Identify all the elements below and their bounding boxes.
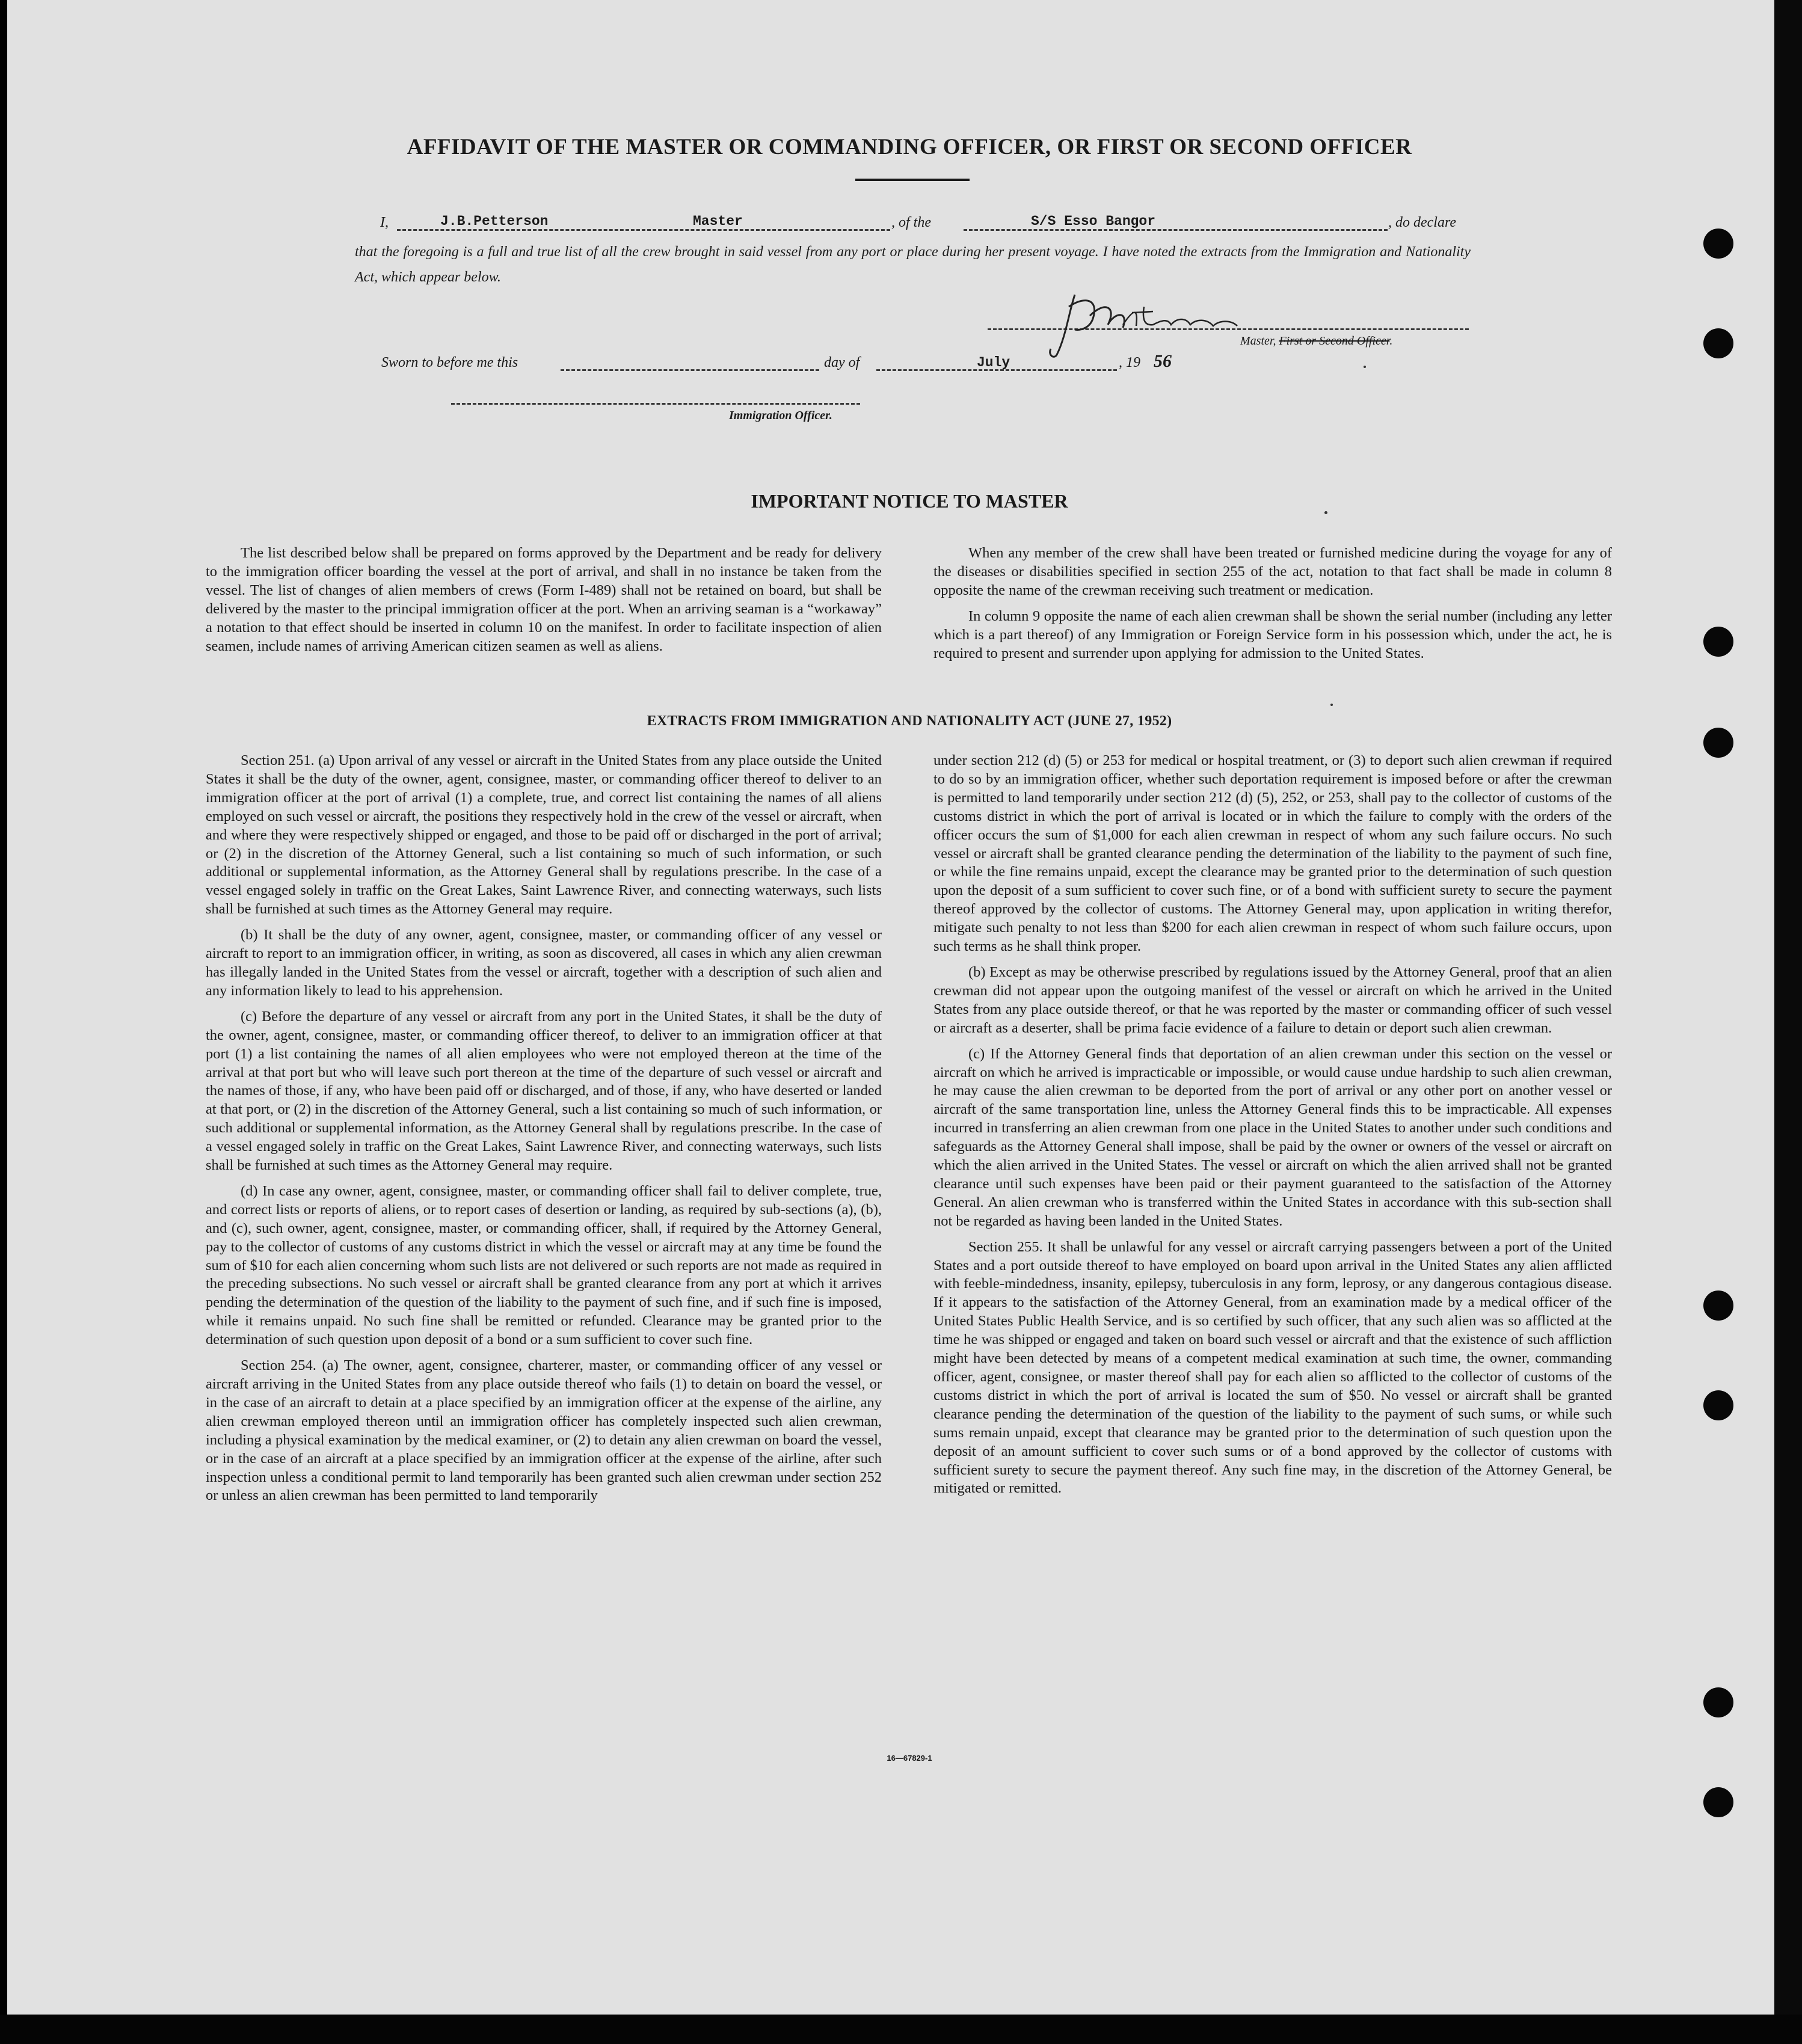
sworn-label: Sworn to before me this (381, 355, 518, 370)
extracts-title: EXTRACTS FROM IMMIGRATION AND NATIONALITY ACT (JUNE 27, 1952) (647, 713, 1172, 729)
section-255: Section 255. It shall be unlawful for any vessel or aircraft carrying passengers between a port of the United States and a port outside thereof to have employed on board upon arrival in the United States any alien afflicted with feeble-mindedness, insanity, epilepsy, tuberculosis in any form, leprosy, or any dangerous contagious disease. If it appears to the satisfaction of the Attorney General, from an examination made by a medical officer of the United States Public Health Service, and is so certified by such officer, that any such alien was so afflicted at the time he was shipped or engaged and taken on board such vessel or aircraft and that the existence of such affliction might have been detected by means of a competent medical examination at such time, the owner, commanding officer, agent, consignee, or master thereof shall pay for each alien so afflicted to the collector of customs of the customs district in which the port of arrival is located the sum of $50. No vessel or aircraft shall be granted clearance pending the determination of the question of the liability to the payment of such sums, or while such sums remain unpaid, except that clearance may be granted prior to the determination of such question upon the deposit of an amount sufficient to cover such sums or of a bond approved by the collector of customs with sufficient surety to secure the payment thereof. Any such fine may, in the discretion of the Attorney General, be mitigated or remitted. (933, 1238, 1612, 1497)
section-254-a: Section 254. (a) The owner, agent, consignee, charterer, master, or commanding officer of any vessel or aircraft arriving in the United States from any place outside thereof who fails (1) to detain on board the vessel, or in the case of an aircraft to detain at a place specified by an immigration officer at the expense of the airline, any alien crewman employed thereon until an immigration officer has completely inspected such alien crewman, including a physical examination by the medical examiner, or (2) to detain any alien crewman on board the vessel, or in the case of an aircraft at a place specified by an immigration officer at the expense of the airline, after such inspection unless a conditional permit to land temporarily has been granted such alien crewman under section 252 or unless an alien crewman has been permitted to land temporarily (206, 1357, 882, 1504)
vessel-underline (964, 229, 1388, 231)
declaration-text: that the foregoing is a full and true list of all the crew brought in said vessel from any port or place during her present voyage. I have noted the extracts from the Immigration and Nationality Act, which appear below. (355, 244, 1471, 285)
signature-caption-suffix: . (1389, 334, 1393, 348)
scan-edge-right (1774, 0, 1802, 2044)
notice-right-paragraph: In column 9 opposite the name of each alien crewman shall be shown the serial number (including any letter which is a part thereof) of any Immigration or Foreign Service form in his possession which, under the act, he is required to present and surrender upon applying for admission to the United States. (933, 608, 1612, 661)
signature-caption-struck: First or Second Officer (1279, 334, 1390, 348)
punch-hole (1703, 728, 1733, 758)
speck (1324, 511, 1327, 514)
master-signature (1033, 283, 1261, 361)
declaration-line (7, 213, 1774, 238)
document-page (7, 0, 1774, 2015)
immigration-officer-label: Immigration Officer. (729, 409, 832, 422)
punch-hole (1703, 627, 1733, 657)
scan-edge-bottom (0, 2015, 1802, 2044)
punch-hole (1703, 328, 1733, 358)
notice-right-paragraph: When any member of the crew shall have been treated or furnished medicine during the voyage for any of the diseases or disabilities specified in section 255 of the act, notation to that fact shall be made in column 8 opposite the name of the crewman receiving such treatment or medication. (933, 545, 1612, 598)
notice-left-column (206, 544, 882, 655)
master-rank: Master (693, 213, 743, 229)
section-251-c: (c) Before the departure of any vessel or aircraft from any port in the United States, it shall be the duty of the owner, agent, consignee, master, or commanding officer thereof, to deliver to an immigration officer at that port (1) a list containing the names of all alien employees who were not employed thereon at the time of the arrival at that port but who will leave such port thereon at the time of the departure of such vessel or aircraft and the names of those, if any, who have been paid off or discharged, and of those, if any, who have deserted or landed at that port, or (2) in the discretion of the Attorney General, such a list containing so much of such information, or such additional or supplemental information, as the Attorney General shall by regulations prescribe. In the case of a vessel engaged solely in traffic on the Great Lakes, Saint Lawrence River, and connecting waterways, such lists shall be furnished at such times as the Attorney General may require. (206, 1008, 882, 1174)
signature-caption-prefix: Master, (1240, 334, 1279, 348)
year-suffix: 56 (1154, 351, 1172, 371)
section-254-c: (c) If the Attorney General finds that deportation of an alien crewman under this section on the vessel or aircraft on which he arrived is impracticable or impossible, or would cause undue hardship to such alien crewman, he may cause the alien crewman to be deported from the port of arrival or any other port on another vessel or aircraft of the same transportation line, unless the Attorney General finds this to be impracticable. All expenses incurred in transferring an alien crewman from one place in the United States to another under such conditions and safeguards as the Attorney General shall impose, shall be paid by the owner or owners of the vessel or aircraft on which the alien arrived in the United States. The vessel or aircraft on which the alien arrived shall not be granted clearance until such expenses have been paid or their payment guaranteed to the satisfaction of the Attorney General. An alien crewman who is transferred within the United States in accordance with this sub-section shall not be regarded as having been landed in the United States. (933, 1045, 1612, 1229)
punch-hole (1703, 1687, 1733, 1717)
form-code: 16—67829-1 (887, 1754, 932, 1763)
sworn-month: July (977, 355, 1010, 370)
punch-hole (1703, 1787, 1733, 1817)
sworn-day-underline (561, 369, 819, 371)
declare-label: , do declare (1388, 215, 1457, 230)
section-254-b: (b) Except as may be otherwise prescribed by regulations issued by the Attorney General, proof that an alien crewman did not appear upon the outgoing manifest of the vessel or aircraft on which he arrived in the United States from any place outside thereof, or that he was reported by the master or commanding officer of such vessel or aircraft as a deserter, shall be prima facie evidence of a failure to detain or deport such alien crewman. (933, 963, 1612, 1036)
punch-hole (1703, 1291, 1733, 1321)
year-prefix: , 19 (1119, 355, 1140, 370)
affidavit-title: AFFIDAVIT OF THE MASTER OR COMMANDING OFFICER, OR FIRST OR SECOND OFFICER (407, 135, 1412, 159)
speck (1364, 366, 1366, 368)
notice-right-column (933, 544, 1612, 663)
notice-title: IMPORTANT NOTICE TO MASTER (751, 490, 1068, 512)
section-251-d: (d) In case any owner, agent, consignee, master, or commanding officer shall fail to deliver complete, true, and correct lists or reports of aliens, or to report cases of desertion or landing, as required by sub-sections (a), (b), and (c), such owner, agent, consignee, master, or commanding officer, shall, if required by the Attorney General, pay to the collector of customs of any customs district in which the vessel or aircraft may at any time be found the sum of $10 for each alien concerning whom such lists are not delivered or such reports are not made as required in the preceding subsections. No such vessel or aircraft shall be granted clearance from any port at which it arrives pending the determination of the question of the liability to the payment of such fine, and if such fine is imposed, while it remains unpaid. No such fine shall be remitted or refunded. Clearance may be granted prior to the determination of such question upon deposit of a bond or a sum sufficient to cover such fine. (206, 1182, 882, 1348)
notice-left-paragraph: The list described below shall be prepared on forms approved by the Department and be ready for delivery to the immigration officer boarding the vessel at the port of arrival, and shall in no instance be taken from the vessel. The list of changes of alien members of crews (Form I-489) shall not be retained on board, but shall be delivered by the master to the principal immigration officer at the port. When an arriving seaman is a “workaway” a notation to that effect should be inserted in column 10 on the manifest. In order to facilitate inspection of alien seamen, include names of arriving American citizen seamen as well as aliens. (206, 545, 882, 654)
name-rank-underline (397, 229, 890, 231)
section-251-a: Section 251. (a) Upon arrival of any vessel or aircraft in the United States from any place outside the United States it shall be the duty of the owner, agent, consignee, master, or commanding officer thereof to deliver to an immigration officer at the port of arrival (1) a complete, true, and correct list containing the names of all aliens employed on such vessel or aircraft, the positions they respectively hold in the crew of the vessel or aircraft, when and where they were respectively shipped or engaged, and those to be paid off or discharged in the port of arrival; or (2) in the discretion of the Attorney General, such a list containing so much of such information, or such additional or supplemental information, as the Attorney General shall by regulations prescribe. In the case of a vessel engaged solely in traffic on the Great Lakes, Saint Lawrence River, and connecting waterways, such lists shall be furnished at such times as the Attorney General may require. (206, 752, 882, 918)
section-254-a-continued: under section 212 (d) (5) or 253 for medical or hospital treatment, or (3) to deport such alien crewman if required to do so by an immigration officer, whether such deportation requirement is imposed before or after the crewman is permitted to land temporarily under section 212 (d) (5), 252, or 253, shall pay to the collector of customs of the customs district in which the port of arrival is located or in which the failure to comply with the orders of the officer occurs the sum of $1,000 for each alien crewman in respect of whom any such failure occurs. No such vessel or aircraft shall be granted clearance pending the determination of the liability to the payment of such fine, or while the fine remains unpaid, except the clearance may be granted prior to the determination of such question upon the deposit of a sum sufficient to cover such fine, or of a bond with sufficient surety to secure the payment thereof approved by the collector of customs. The Attorney General may, upon application in writing therefor, mitigate such penalty to not less than $200 for each alien crewman in respect of whom such failure occurs, upon such terms as he shall think proper. (933, 752, 1612, 955)
signature-caption (1240, 334, 1392, 348)
of-the-label: , of the (891, 215, 931, 230)
section-251-b: (b) It shall be the duty of any owner, agent, consignee, master, or commanding officer of any vessel or aircraft to report to an immigration officer, in writing, as soon as discovered, all cases in which any alien crewman has illegally landed in the United States from the vessel or aircraft, together with a description of such alien and any information likely to lead to his apprehension. (206, 927, 882, 999)
day-of-label: day of (824, 355, 860, 370)
master-name: J.B.Petterson (440, 213, 549, 229)
i-label: I, (380, 215, 389, 230)
extracts-left-column (206, 752, 882, 1505)
title-divider (855, 179, 970, 181)
speck (1330, 704, 1333, 706)
punch-hole (1703, 229, 1733, 259)
immigration-officer-underline (451, 403, 860, 405)
vessel-name: S/S Esso Bangor (1031, 213, 1156, 229)
punch-hole (1703, 1390, 1733, 1420)
extracts-right-column (933, 752, 1612, 1498)
